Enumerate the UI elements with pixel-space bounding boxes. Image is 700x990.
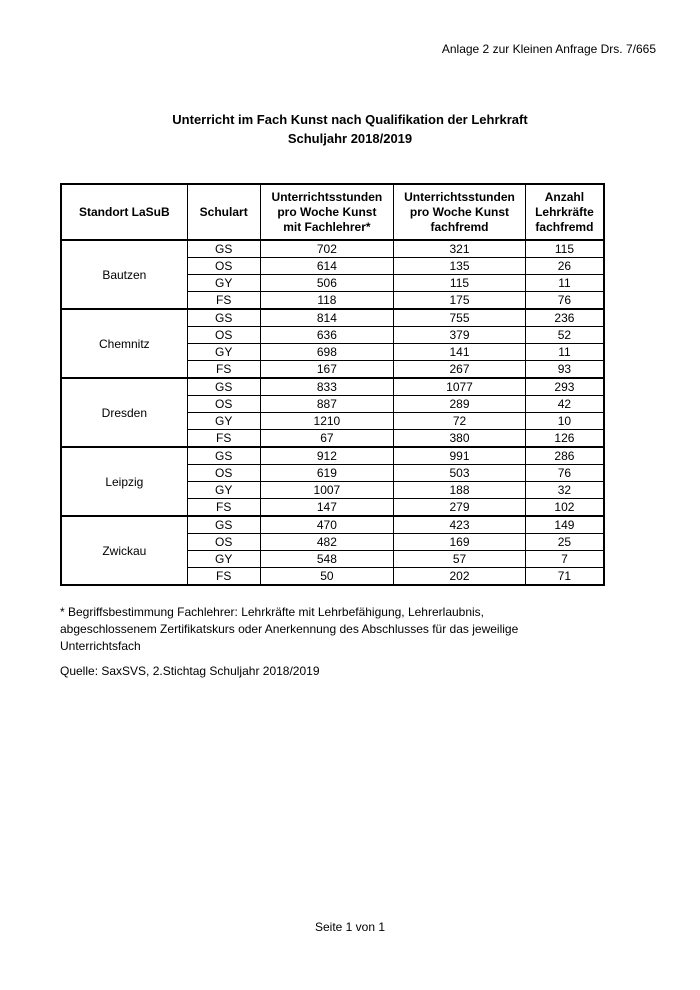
data-table: [60, 183, 605, 586]
cell-hours-specialist: 636: [260, 327, 393, 344]
header-site: Standort LaSuB: [61, 184, 187, 240]
header-hours-nonspecialist: Unterrichtsstunden pro Woche Kunst fachfremd: [394, 184, 526, 240]
header-teachers-nonspecialist: Anzahl Lehrkräfte fachfremd: [525, 184, 604, 240]
table-row: [61, 309, 604, 327]
cell-hours-specialist: 50: [260, 568, 393, 586]
title-line-2: Schuljahr 2018/2019: [287, 131, 413, 146]
cell-hours-specialist: 506: [260, 275, 393, 292]
cell-hours-nonspecialist: 755: [394, 309, 526, 327]
cell-hours-specialist: 887: [260, 396, 393, 413]
cell-hours-specialist: 912: [260, 447, 393, 465]
cell-teachers: 236: [525, 309, 604, 327]
header-school-type: Schulart: [187, 184, 260, 240]
cell-hours-nonspecialist: 267: [394, 361, 526, 379]
cell-teachers: 93: [525, 361, 604, 379]
cell-site: Chemnitz: [61, 309, 187, 378]
cell-teachers: 293: [525, 378, 604, 396]
cell-school-type: FS: [187, 568, 260, 586]
cell-hours-nonspecialist: 57: [394, 551, 526, 568]
cell-hours-specialist: 1007: [260, 482, 393, 499]
cell-teachers: 102: [525, 499, 604, 517]
cell-hours-nonspecialist: 503: [394, 465, 526, 482]
cell-school-type: FS: [187, 430, 260, 448]
cell-hours-nonspecialist: 188: [394, 482, 526, 499]
cell-hours-specialist: 482: [260, 534, 393, 551]
cell-school-type: GS: [187, 240, 260, 258]
source-note: Quelle: SaxSVS, 2.Stichtag Schuljahr 2018/2019: [60, 664, 320, 678]
cell-school-type: FS: [187, 361, 260, 379]
header-hours-specialist: Unterrichtsstunden pro Woche Kunst mit Fachlehrer*: [260, 184, 393, 240]
cell-hours-specialist: 167: [260, 361, 393, 379]
table-row: [61, 378, 604, 396]
cell-hours-nonspecialist: 423: [394, 516, 526, 534]
cell-hours-nonspecialist: 202: [394, 568, 526, 586]
cell-school-type: GY: [187, 551, 260, 568]
cell-school-type: GS: [187, 309, 260, 327]
cell-hours-nonspecialist: 991: [394, 447, 526, 465]
cell-teachers: 126: [525, 430, 604, 448]
cell-hours-specialist: 698: [260, 344, 393, 361]
cell-hours-nonspecialist: 379: [394, 327, 526, 344]
cell-school-type: GY: [187, 482, 260, 499]
cell-school-type: GS: [187, 516, 260, 534]
cell-school-type: GS: [187, 378, 260, 396]
cell-teachers: 32: [525, 482, 604, 499]
cell-hours-specialist: 118: [260, 292, 393, 310]
table-row: [61, 240, 604, 258]
table-header-row: [61, 184, 604, 240]
cell-hours-nonspecialist: 321: [394, 240, 526, 258]
cell-hours-specialist: 814: [260, 309, 393, 327]
cell-hours-specialist: 833: [260, 378, 393, 396]
cell-hours-nonspecialist: 141: [394, 344, 526, 361]
cell-hours-nonspecialist: 380: [394, 430, 526, 448]
cell-school-type: GY: [187, 344, 260, 361]
cell-teachers: 42: [525, 396, 604, 413]
cell-teachers: 115: [525, 240, 604, 258]
table-row: [61, 447, 604, 465]
cell-hours-nonspecialist: 279: [394, 499, 526, 517]
cell-school-type: FS: [187, 499, 260, 517]
cell-teachers: 76: [525, 292, 604, 310]
cell-hours-specialist: 614: [260, 258, 393, 275]
cell-hours-specialist: 1210: [260, 413, 393, 430]
page-number: Seite 1 von 1: [314, 920, 386, 934]
cell-teachers: 76: [525, 465, 604, 482]
cell-teachers: 11: [525, 344, 604, 361]
cell-hours-nonspecialist: 175: [394, 292, 526, 310]
cell-teachers: 71: [525, 568, 604, 586]
cell-school-type: GY: [187, 413, 260, 430]
cell-teachers: 149: [525, 516, 604, 534]
cell-school-type: OS: [187, 258, 260, 275]
document-title: [0, 110, 700, 148]
cell-teachers: 10: [525, 413, 604, 430]
cell-site: Bautzen: [61, 240, 187, 309]
cell-teachers: 286: [525, 447, 604, 465]
cell-hours-specialist: 619: [260, 465, 393, 482]
cell-site: Leipzig: [61, 447, 187, 516]
cell-school-type: FS: [187, 292, 260, 310]
cell-hours-nonspecialist: 72: [394, 413, 526, 430]
cell-hours-nonspecialist: 289: [394, 396, 526, 413]
table-body: [61, 240, 604, 585]
cell-school-type: GY: [187, 275, 260, 292]
cell-school-type: OS: [187, 465, 260, 482]
cell-school-type: OS: [187, 396, 260, 413]
cell-hours-nonspecialist: 135: [394, 258, 526, 275]
annex-reference: Anlage 2 zur Kleinen Anfrage Drs. 7/665: [441, 42, 656, 56]
cell-school-type: GS: [187, 447, 260, 465]
footnote: * Begriffsbestimmung Fachlehrer: Lehrkräfte mit Lehrbefähigung, Lehrerlaubnis, abgeschlossenem Zertifikatskurs oder Anerkennung des Abschlusses für das jeweilige Unterrichtsfach: [60, 605, 519, 653]
title-line-1: Unterricht im Fach Kunst nach Qualifikation der Lehrkraft: [172, 112, 528, 127]
cell-hours-specialist: 147: [260, 499, 393, 517]
cell-teachers: 25: [525, 534, 604, 551]
cell-hours-specialist: 702: [260, 240, 393, 258]
cell-school-type: OS: [187, 327, 260, 344]
cell-hours-specialist: 548: [260, 551, 393, 568]
cell-teachers: 11: [525, 275, 604, 292]
cell-hours-nonspecialist: 169: [394, 534, 526, 551]
cell-teachers: 52: [525, 327, 604, 344]
cell-site: Dresden: [61, 378, 187, 447]
cell-school-type: OS: [187, 534, 260, 551]
cell-hours-nonspecialist: 1077: [394, 378, 526, 396]
cell-teachers: 26: [525, 258, 604, 275]
cell-hours-specialist: 67: [260, 430, 393, 448]
cell-hours-nonspecialist: 115: [394, 275, 526, 292]
cell-hours-specialist: 470: [260, 516, 393, 534]
cell-teachers: 7: [525, 551, 604, 568]
table-row: [61, 516, 604, 534]
cell-site: Zwickau: [61, 516, 187, 585]
